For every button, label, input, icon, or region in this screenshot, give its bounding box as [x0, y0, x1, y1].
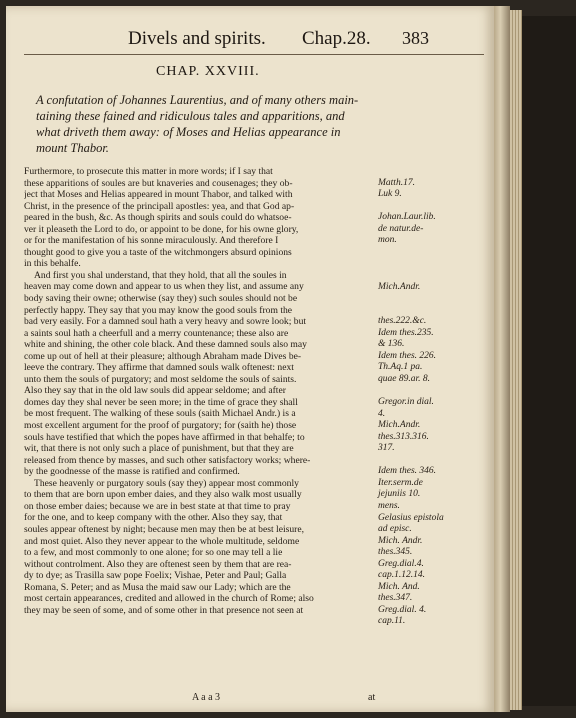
body-line: to a few, and most commonly to one alone; for so one may tell a lie — [24, 547, 283, 559]
margin-note: Greg.dial.4. — [378, 558, 424, 569]
body-line: in this behalfe. — [24, 258, 81, 270]
body-line: unto them the souls of purgatory; and most seldome the souls of saints. — [24, 373, 297, 385]
margin-note: Mich. Andr. — [378, 535, 423, 546]
margin-note: Matth.17. — [378, 177, 415, 188]
body-line: Also they say that in the old law souls did appear seldome; and after — [24, 385, 286, 397]
body-line: and most quiet. Also they never appear to the whole multitude, seldome — [24, 535, 300, 547]
header-rule — [24, 54, 484, 55]
margin-note: mens. — [378, 500, 400, 511]
margin-note: Mich.Andr. — [378, 281, 421, 292]
body-line: domes day they shal never be seen more; in the time of grace they shall — [24, 396, 298, 408]
body-line: by the goodnesse of the masse is ratified and confirmed. — [24, 466, 240, 478]
margin-note: ad episc. — [378, 524, 412, 535]
book-page — [6, 6, 494, 712]
body-line: released from thence by masses, and such other satisfactory works; where- — [24, 454, 311, 466]
margin-note: thes.347. — [378, 593, 413, 604]
body-text — [24, 166, 376, 616]
body-line: leeve the contrary. They affirme that damned souls walk oftenest: next — [24, 362, 294, 374]
running-header-left: Divels and spirits. — [128, 28, 266, 49]
margin-note: thes.313.316. — [378, 431, 429, 442]
body-line: a saints soul hath a cheerfull and a merry countenance; these also are — [24, 327, 289, 339]
margin-note: 317. — [378, 443, 395, 454]
margin-note: Johan.Laur.lib. — [378, 212, 436, 223]
margin-note: Gelasius epistola — [378, 512, 444, 523]
body-line: heaven may come down and appear to us when they list, and assume any — [24, 281, 304, 293]
margin-note: Idem thes. 346. — [378, 466, 437, 477]
body-line: most certain appearances, credited and allowed in the church of Rome; also — [24, 593, 314, 605]
body-line: these apparitions of soules are but knaveries and cousenages; they ob- — [24, 177, 293, 189]
body-line: souls have testified that which the popes have affirmed in that behalfe; to — [24, 431, 305, 443]
body-line: thought good to give you a taste of the witchmongers absurd opinions — [24, 246, 292, 258]
body-line: perfectly happy. They say that you may know the good souls from the — [24, 304, 293, 316]
summary-line: A confutation of Johannes Laurentius, and of many others main- — [36, 93, 359, 107]
body-line: bad very easily. For a damned soul hath a very heavy and sowre look; but — [24, 316, 307, 328]
margin-note: Mich. And. — [378, 581, 420, 592]
body-line: without controlment. Also they are oftenest seen by them that are rea- — [24, 558, 292, 570]
chapter-summary — [36, 92, 456, 156]
body-line: to them that are born upon ember daies, and they also walk most usually — [24, 489, 302, 501]
body-line: Christ, in the presence of the principall apostles: yea, and that God ap- — [24, 200, 295, 212]
margin-note: de natur.de- — [378, 223, 424, 234]
chapter-title: CHAP. XXVIII. — [156, 64, 260, 79]
body-line: Furthermore, to prosecute this matter in more words; if I say that — [24, 166, 273, 177]
body-line: wit, that there is not only such a place of punishment, but that they are — [24, 443, 294, 455]
summary-line: what driveth them away: of Moses and Helias appearance in — [36, 125, 341, 139]
margin-note: Idem thes.235. — [378, 327, 434, 338]
margin-note: cap.1.12.14. — [378, 570, 425, 581]
background-shadow — [522, 16, 576, 706]
catchword: at — [368, 692, 376, 703]
body-line: on those ember daies; because we are in best state at that time to pray — [24, 500, 291, 512]
body-line: ject that Moses and Helias appeared in mount Thabor, and talked with — [24, 189, 293, 201]
body-line: be most frequent. The walking of these souls (saith Michael Andr.) is a — [24, 408, 296, 420]
summary-line: taining these fained and ridiculous tales and apparitions, and — [36, 109, 345, 123]
body-line: for the one, and to keep company with the other. Also they say, that — [24, 512, 283, 524]
body-line: peared in the bush, &c. As though spirits and souls could do whatsoe- — [24, 212, 292, 224]
margin-note: Greg.dial. 4. — [378, 604, 427, 615]
body-line: most excellent argument for the proof of purgatory; for (saith he) those — [24, 420, 297, 432]
margin-note: thes.345. — [378, 547, 413, 558]
margin-note: Luk 9. — [378, 189, 402, 200]
running-header-chapter: Chap.28. — [302, 28, 371, 49]
body-line: body saving their owne; otherwise (say they) such soules should not be — [24, 293, 298, 305]
margin-note: 4. — [378, 408, 386, 419]
signature-mark: A a a 3 — [192, 692, 221, 703]
margin-note: quae 89.ar. 8. — [378, 373, 430, 384]
page-gutter — [494, 6, 510, 712]
page-number: 383 — [402, 28, 429, 48]
margin-note: jejuniis 10. — [378, 489, 421, 500]
body-line: or for the manifestation of his sonne miraculously. And therefore I — [24, 235, 279, 247]
body-line: dy to dye; as Trasilla saw pope Foelix; Vishae, Peter and Paul; Galla — [24, 570, 287, 582]
body-line: ver it pleaseth the Lord to do, or appoint to be done, for his owne glory, — [24, 223, 299, 235]
margin-note: Gregor.in dial. — [378, 397, 434, 407]
margin-note: Th.Aq.1 pa. — [378, 362, 423, 373]
body-line: white and shining, the other cole black. And these damned souls also may — [24, 339, 307, 351]
body-line: come up out of hell at their pleasure; although Abraham made Dives be- — [24, 350, 302, 362]
summary-line: mount Thabor. — [36, 141, 109, 155]
body-line: These heavenly or purgatory souls (say they) appear most commonly — [34, 477, 299, 489]
page-edges — [510, 10, 522, 710]
body-line: And first you shal understand, that they hold, that all the soules in — [34, 269, 287, 281]
margin-note: Iter.serm.de — [378, 477, 423, 488]
margin-note: Mich.Andr. — [378, 420, 421, 431]
body-line: they may be seen of some, and of some other in that presence not seen at — [24, 604, 304, 616]
margin-note: mon. — [378, 235, 397, 246]
margin-note: cap.11. — [378, 616, 406, 627]
margin-note: Idem thes. 226. — [378, 350, 437, 361]
body-line: soules appear oftenest by night; because men may then be at best leisure, — [24, 523, 304, 535]
body-line: Romana, S. Peter; and as Musa the maid saw our Lady; which are the — [24, 581, 291, 593]
margin-note: thes.222.&c. — [378, 316, 427, 327]
margin-note: & 136. — [378, 339, 405, 350]
